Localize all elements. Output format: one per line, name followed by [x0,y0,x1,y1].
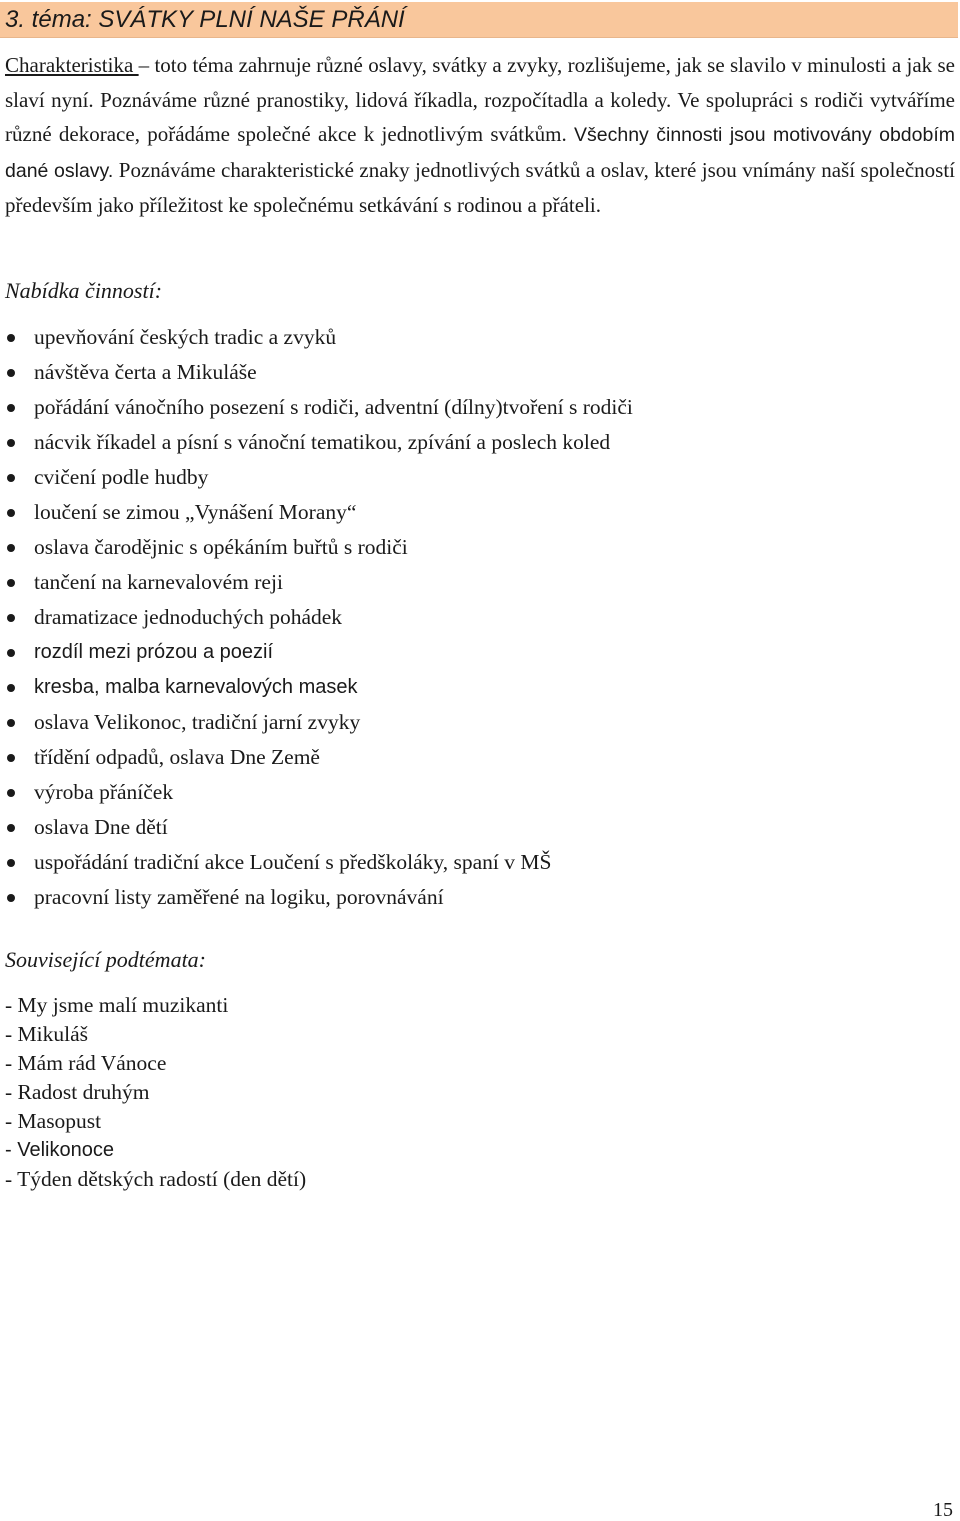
list-item-text: cvičení podle hudby [34,465,209,489]
list-item: - Týden dětských radostí (den dětí) [5,1167,307,1191]
bullet-icon [7,579,15,587]
bullet-icon [7,859,15,867]
list-item [0,810,633,845]
list-item-text: návštěva čerta a Mikuláše [34,360,257,384]
list-item-text: dramatizace jednoduchých pohádek [34,605,343,629]
bullet-icon [7,439,15,447]
bullet-icon [7,824,15,832]
list-item-text: oslava Dne dětí [34,815,168,839]
list-item [0,845,633,880]
list-item [0,425,633,460]
characteristics-text-2: Všechny činnosti jsou motivovány obdobím dané oslavy. [5,124,955,182]
list-item-text: oslava Velikonoc, tradiční jarní zvyky [34,710,361,734]
characteristics-text-3: Poznáváme charakteristické znaky jednotlivých svátků a oslav, které jsou vnímány naší společností především jako příležitost ke společnému setkávání s rodinou a přáteli. [5,157,955,217]
list-item-text: loučení se zimou „Vynášení Morany“ [34,500,357,524]
bullet-icon [7,404,15,412]
list-item [0,530,633,565]
list-item [0,740,633,775]
section-title: 3. téma: SVÁTKY PLNÍ NAŠE PŘÁNÍ [5,6,405,33]
section-header [0,2,958,38]
list-item-text: kresba, malba karnevalových masek [34,676,358,698]
list-item-text: výroba přáníček [34,780,174,804]
list-item [0,635,633,670]
bullet-icon [7,789,15,797]
subtopics-heading: Související podtémata: [5,947,207,972]
list-item-text: pracovní listy zaměřené na logiku, porovnávání [34,885,444,909]
list-item [0,600,633,635]
list-item [0,355,633,390]
subtopics-list [5,991,306,1194]
characteristics-lead: Charakteristika [5,53,139,77]
bullet-icon [7,719,15,727]
list-item [0,565,633,600]
list-item-text: nácvik říkadel a písní s vánoční tematikou, zpívání a poslech koled [34,430,611,454]
bullet-icon [7,614,15,622]
list-item [0,705,633,740]
list-item: - Masopust [5,1109,102,1133]
list-item-text: uspořádání tradiční akce Loučení s předškoláky, spaní v MŠ [34,850,552,874]
page-number: 15 [933,1499,953,1521]
list-item: - Mám rád Vánoce [5,1051,167,1075]
list-item-text: tančení na karnevalovém reji [34,570,283,594]
bullet-icon [7,509,15,517]
list-item [0,460,633,495]
activities-list [0,320,633,915]
bullet-icon [7,474,15,482]
bullet-icon [7,684,15,692]
list-item [0,320,633,355]
characteristics-paragraph [5,48,955,223]
list-item-text: pořádání vánočního posezení s rodiči, adventní (dílny)tvoření s rodiči [34,395,633,419]
list-item: - My jsme malí muzikanti [5,993,229,1017]
bullet-icon [7,334,15,342]
list-item [0,670,633,705]
list-item [0,390,633,425]
list-item-text: rozdíl mezi prózou a poezií [34,641,274,663]
list-item [0,495,633,530]
list-item-text: třídění odpadů, oslava Dne Země [34,745,320,769]
bullet-icon [7,754,15,762]
characteristics-text-1: – toto téma zahrnuje různé oslavy, svátky a zvyky, rozlišujeme, jak se slavilo v minulosti a jak se slaví nyní. Poznáváme různé pranostiky, lidová říkadla, rozpočítadla a koledy. Ve spolupráci s rodiči vytváříme různé dekorace, pořádáme společné akce k jednotlivým svátkům. [5,53,955,146]
list-item-text: upevňování českých tradic a zvyků [34,325,337,349]
list-item: - Mikuláš [5,1022,89,1046]
list-item-text: oslava čarodějnic s opékáním buřtů s rodiči [34,535,408,559]
list-item: - Radost druhým [5,1080,150,1104]
list-item: - Velikonoce [5,1139,114,1161]
bullet-icon [7,894,15,902]
bullet-icon [7,369,15,377]
list-item [0,880,633,915]
bullet-icon [7,649,15,657]
bullet-icon [7,544,15,552]
activities-heading: Nabídka činností: [5,278,163,303]
list-item [0,775,633,810]
